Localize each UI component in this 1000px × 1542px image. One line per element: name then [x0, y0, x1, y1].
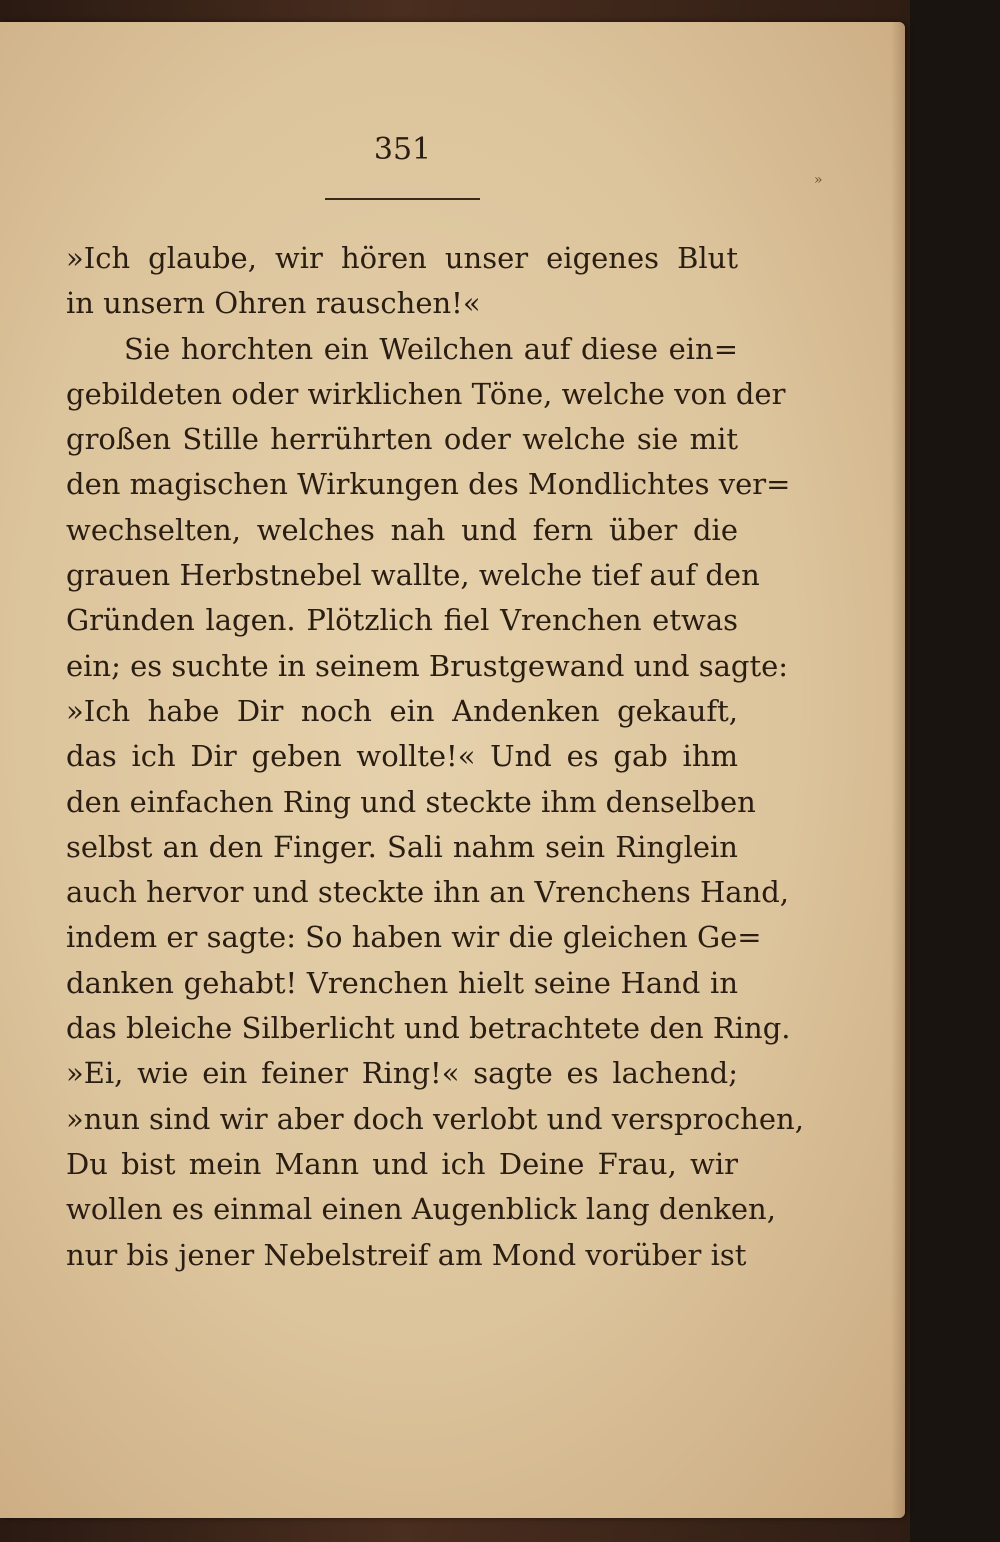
- text-line: das ich Dir geben wollte!« Und es gab ihm: [66, 739, 738, 774]
- text-line: den einfachen Ring und steckte ihm denselben: [66, 784, 756, 819]
- text-line: den magischen Wirkungen des Mondlichtes ver=: [66, 467, 791, 502]
- header-rule: [325, 198, 480, 200]
- text-line: auch hervor und steckte ihn an Vrenchens Hand,: [66, 875, 789, 910]
- body-text: [66, 236, 804, 1278]
- text-line: selbst an den Finger. Sali nahm sein Ringlein: [66, 829, 738, 864]
- text-line: Sie horchten ein Weilchen auf diese ein=: [124, 331, 738, 366]
- text-line: großen Stille herrührten oder welche sie mit: [66, 422, 738, 457]
- text-line: Gründen lagen. Plötzlich fiel Vrenchen etwas: [66, 603, 738, 638]
- page-number: 351: [373, 132, 432, 167]
- text-line: ein; es suchte in seinem Brustgewand und sagte:: [66, 648, 789, 683]
- text-line: »Ich habe Dir noch ein Andenken gekauft,: [66, 693, 738, 728]
- text-line: wechselten, welches nah und fern über die: [66, 512, 738, 547]
- text-line: grauen Herbstnebel wallte, welche tief auf den: [66, 558, 760, 593]
- book-page: [0, 22, 905, 1518]
- book-edge: [910, 0, 1000, 1542]
- text-line: nur bis jener Nebelstreif am Mond vorüber ist: [66, 1237, 747, 1272]
- margin-mark: »: [814, 172, 823, 188]
- text-line: in unsern Ohren rauschen!«: [66, 286, 481, 321]
- text-line: Du bist mein Mann und ich Deine Frau, wir: [66, 1146, 738, 1181]
- text-line: »nun sind wir aber doch verlobt und versprochen,: [66, 1101, 804, 1136]
- text-line: gebildeten oder wirklichen Töne, welche von der: [66, 376, 786, 411]
- text-line: das bleiche Silberlicht und betrachtete den Ring.: [66, 1011, 791, 1046]
- text-line: »Ei, wie ein feiner Ring!« sagte es lachend;: [66, 1056, 738, 1091]
- text-line: indem er sagte: So haben wir die gleichen Ge=: [66, 920, 762, 955]
- text-line: wollen es einmal einen Augenblick lang denken,: [66, 1192, 776, 1227]
- text-line: »Ich glaube, wir hören unser eigenes Blut: [66, 241, 738, 275]
- text-line: danken gehabt! Vrenchen hielt seine Hand in: [66, 965, 738, 1000]
